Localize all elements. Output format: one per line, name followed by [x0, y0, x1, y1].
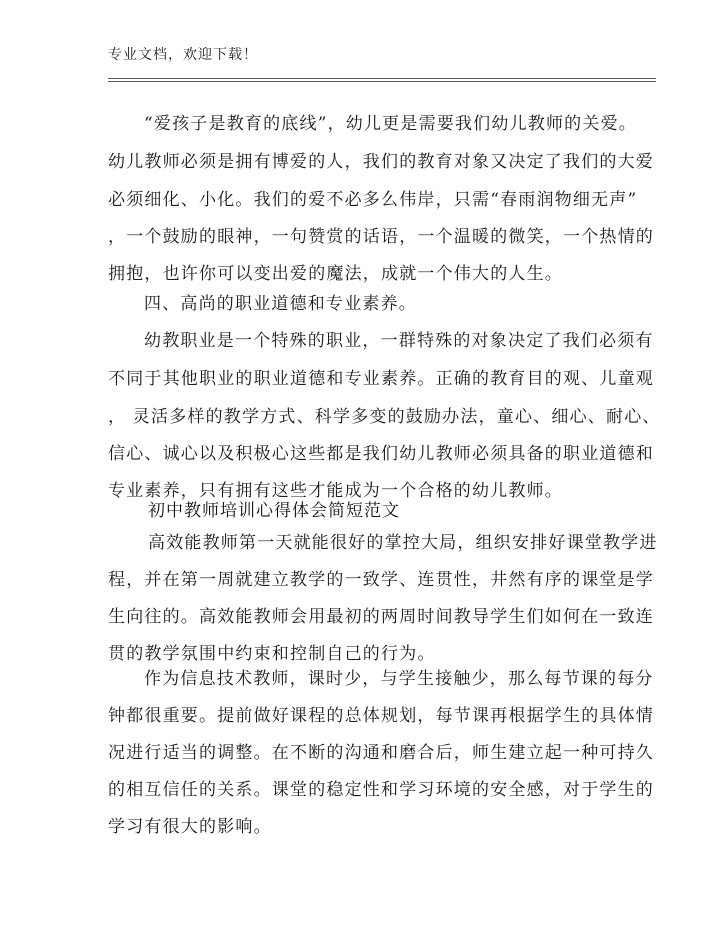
paragraph-line: 贯的教学氛围中约束和控制自己的行为。 — [108, 644, 436, 664]
paragraph-line: 程，并在第一周就建立教学的一致学、连贯性，井然有序的课堂是学 — [108, 570, 654, 590]
paragraph-line: 高效能教师第一天就能很好的掌控大局，组织安排好课堂教学进 — [148, 533, 658, 553]
paragraph-line: ，一个鼓励的眼神，一句赞赏的话语，一个温暖的微笑，一个热情的 — [108, 227, 654, 247]
paragraph-line: 专业素养，只有拥有这些才能成为一个合格的幼儿教师。 — [108, 481, 563, 501]
paragraph-line: 幼儿教师必须是拥有博爱的人，我们的教育对象又决定了我们的大爱 — [108, 152, 654, 172]
paragraph-line: 钟都很重要。提前做好课程的总体规划，每节课再根据学生的具体情 — [108, 706, 654, 726]
paragraph-line: 必须细化、小化。我们的爱不必多么伟岸，只需“春雨润物细无声” — [108, 190, 638, 210]
paragraph-line: 学习有很大的影响。 — [108, 817, 272, 837]
article-heading: 初中教师培训心得体会简短范文 — [148, 501, 400, 521]
paragraph-line: 的相互信任的关系。课堂的稳定性和学习环境的安全感，对于学生的 — [108, 780, 654, 800]
paragraph-line: 生向往的。高效能教师会用最初的两周时间教导学生们如何在一致连 — [108, 607, 654, 627]
header-divider-bottom — [108, 81, 656, 82]
section-title: 四、高尚的职业道德和专业素养。 — [144, 294, 417, 314]
paragraph-line: 况进行适当的调整。在不断的沟通和磨合后，师生建立起一种可持久 — [108, 743, 654, 763]
header-text: 专业文档，欢迎下载！ — [108, 47, 258, 63]
paragraph-line: 拥抱，也许你可以变出爱的魔法，成就一个伟大的人生。 — [108, 264, 563, 284]
header-divider-top — [108, 78, 656, 79]
paragraph-line: 信心、诚心以及积极心这些都是我们幼儿教师必须具备的职业道德和 — [108, 444, 654, 464]
paragraph-line: “爱孩子是教育的底线”，幼儿更是需要我们幼儿教师的关爱。 — [144, 114, 637, 134]
paragraph-line: 作为信息技术教师，课时少，与学生接触少，那么每节课的每分 — [144, 669, 654, 689]
paragraph-line: ， 灵活多样的教学方式、科学多变的鼓励办法，童心、细心、耐心、 — [108, 407, 661, 427]
paragraph-line: 不同于其他职业的职业道德和专业素养。正确的教育目的观、儿童观 — [108, 369, 654, 389]
paragraph-line: 幼教职业是一个特殊的职业，一群特殊的对象决定了我们必须有 — [144, 331, 654, 351]
